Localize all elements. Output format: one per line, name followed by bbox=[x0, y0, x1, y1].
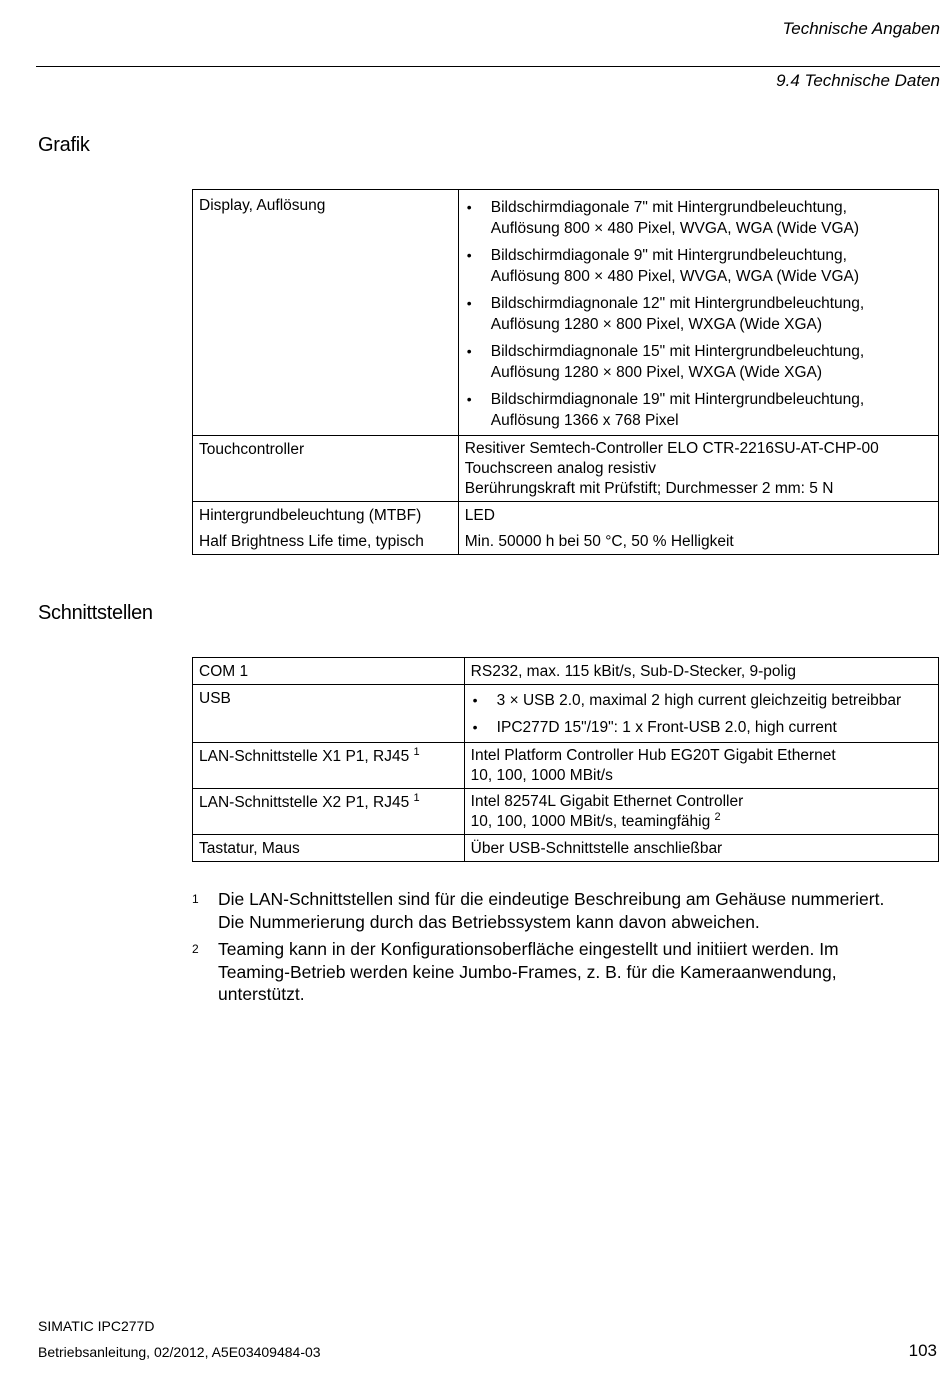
list-item: • Bildschirmdiagnonale 19" mit Hintergrundbeleuchtung, Auflösung 1366 x 768 Pixel bbox=[465, 389, 932, 431]
usb-value bbox=[464, 685, 938, 743]
footnote-1: 1 Die LAN-Schnittstellen sind für die eindeutige Beschreibung am Gehäuse nummeriert. Die Nummerierung durch das Betriebssystem kann davon abweichen. bbox=[192, 889, 885, 932]
list-item: • Bildschirmdiagonale 9" mit Hintergrundbeleuchtung, Auflösung 800 × 480 Pixel, WVGA, WGA (Wide VGA) bbox=[465, 245, 932, 287]
header-section: 9.4 Technische Daten bbox=[776, 71, 940, 90]
backlight-value: LED bbox=[458, 502, 938, 529]
halflife-label: Half Brightness Life time, typisch bbox=[193, 528, 459, 555]
table-row bbox=[193, 685, 939, 743]
table-row bbox=[193, 502, 939, 529]
display-list bbox=[465, 197, 932, 431]
footnote-ref: 1 bbox=[413, 791, 420, 804]
backlight-label: Hintergrundbeleuchtung (MTBF) bbox=[193, 502, 459, 529]
list-item: • Bildschirmdiagnonale 15" mit Hintergrundbeleuchtung, Auflösung 1280 × 800 Pixel, WXGA (Wide XGA) bbox=[465, 341, 932, 383]
grafik-title: Grafik bbox=[38, 134, 90, 156]
usb-list bbox=[471, 690, 932, 738]
list-item: • 3 × USB 2.0, maximal 2 high current gleichzeitig betreibbar bbox=[471, 690, 932, 711]
touch-value: Resitiver Semtech-Controller ELO CTR-2216SU-AT-CHP-00 Touchscreen analog resistiv Berührungskraft mit Prüfstift; Durchmesser 2 mm: 5 N bbox=[458, 436, 938, 502]
table-row bbox=[193, 658, 939, 685]
lan2-label: LAN-Schnittstelle X2 P1, RJ45 $^1$ bbox=[193, 789, 465, 835]
table-row bbox=[193, 789, 939, 835]
usb-label: USB bbox=[193, 685, 465, 743]
list-item: • IPC277D 15"/19": 1 x Front-USB 2.0, high current bbox=[471, 717, 932, 738]
lan2-value: Intel 82574L Gigabit Ethernet Controller 10, 100, 1000 MBit/s, teamingfähig $^2$ bbox=[464, 789, 938, 835]
list-item: • Bildschirmdiagonale 7" mit Hintergrundbeleuchtung, Auflösung 800 × 480 Pixel, WVGA, WGA (Wide VGA) bbox=[465, 197, 932, 239]
header-chapter: Technische Angaben bbox=[782, 19, 940, 38]
list-item: • Bildschirmdiagnonale 12" mit Hintergrundbeleuchtung, Auflösung 1280 × 800 Pixel, WXGA (Wide XGA) bbox=[465, 293, 932, 335]
table-row bbox=[193, 743, 939, 789]
footer-manual: Betriebsanleitung, 02/2012, A5E03409484-03 bbox=[38, 1344, 321, 1360]
grafik-table bbox=[192, 189, 939, 555]
display-value bbox=[458, 190, 938, 436]
lan1-value: Intel Platform Controller Hub EG20T Gigabit Ethernet 10, 100, 1000 MBit/s bbox=[464, 743, 938, 789]
footer-product: SIMATIC IPC277D bbox=[38, 1318, 155, 1334]
table-row bbox=[193, 436, 939, 502]
table-row bbox=[193, 528, 939, 555]
touch-label: Touchcontroller bbox=[193, 436, 459, 502]
kbd-label: Tastatur, Maus bbox=[193, 835, 465, 862]
page-number: 103 bbox=[908, 1341, 937, 1360]
com-value: RS232, max. 115 kBit/s, Sub-D-Stecker, 9-polig bbox=[464, 658, 938, 685]
header-rule bbox=[36, 66, 940, 67]
footnote-2: 2 Teaming kann in der Konfigurationsoberfläche eingestellt und initiiert werden. Im Teaming-Betrieb werden keine Jumbo-Frames, z. B. für die Kameraanwendung, unterstützt. bbox=[192, 939, 839, 1004]
display-label: Display, Auflösung bbox=[193, 190, 459, 436]
footnotes bbox=[192, 888, 932, 1011]
lan1-label: LAN-Schnittstelle X1 P1, RJ45 $^1$ bbox=[193, 743, 465, 789]
table-row bbox=[193, 835, 939, 862]
footnote-ref: 1 bbox=[413, 745, 420, 758]
schnittstellen-table bbox=[192, 657, 939, 862]
footnote-ref: 2 bbox=[714, 810, 721, 823]
halflife-value: Min. 50000 h bei 50 °C, 50 % Helligkeit bbox=[458, 528, 938, 555]
kbd-value: Über USB-Schnittstelle anschließbar bbox=[464, 835, 938, 862]
com-label: COM 1 bbox=[193, 658, 465, 685]
table-row bbox=[193, 190, 939, 436]
schnittstellen-title: Schnittstellen bbox=[38, 602, 153, 624]
